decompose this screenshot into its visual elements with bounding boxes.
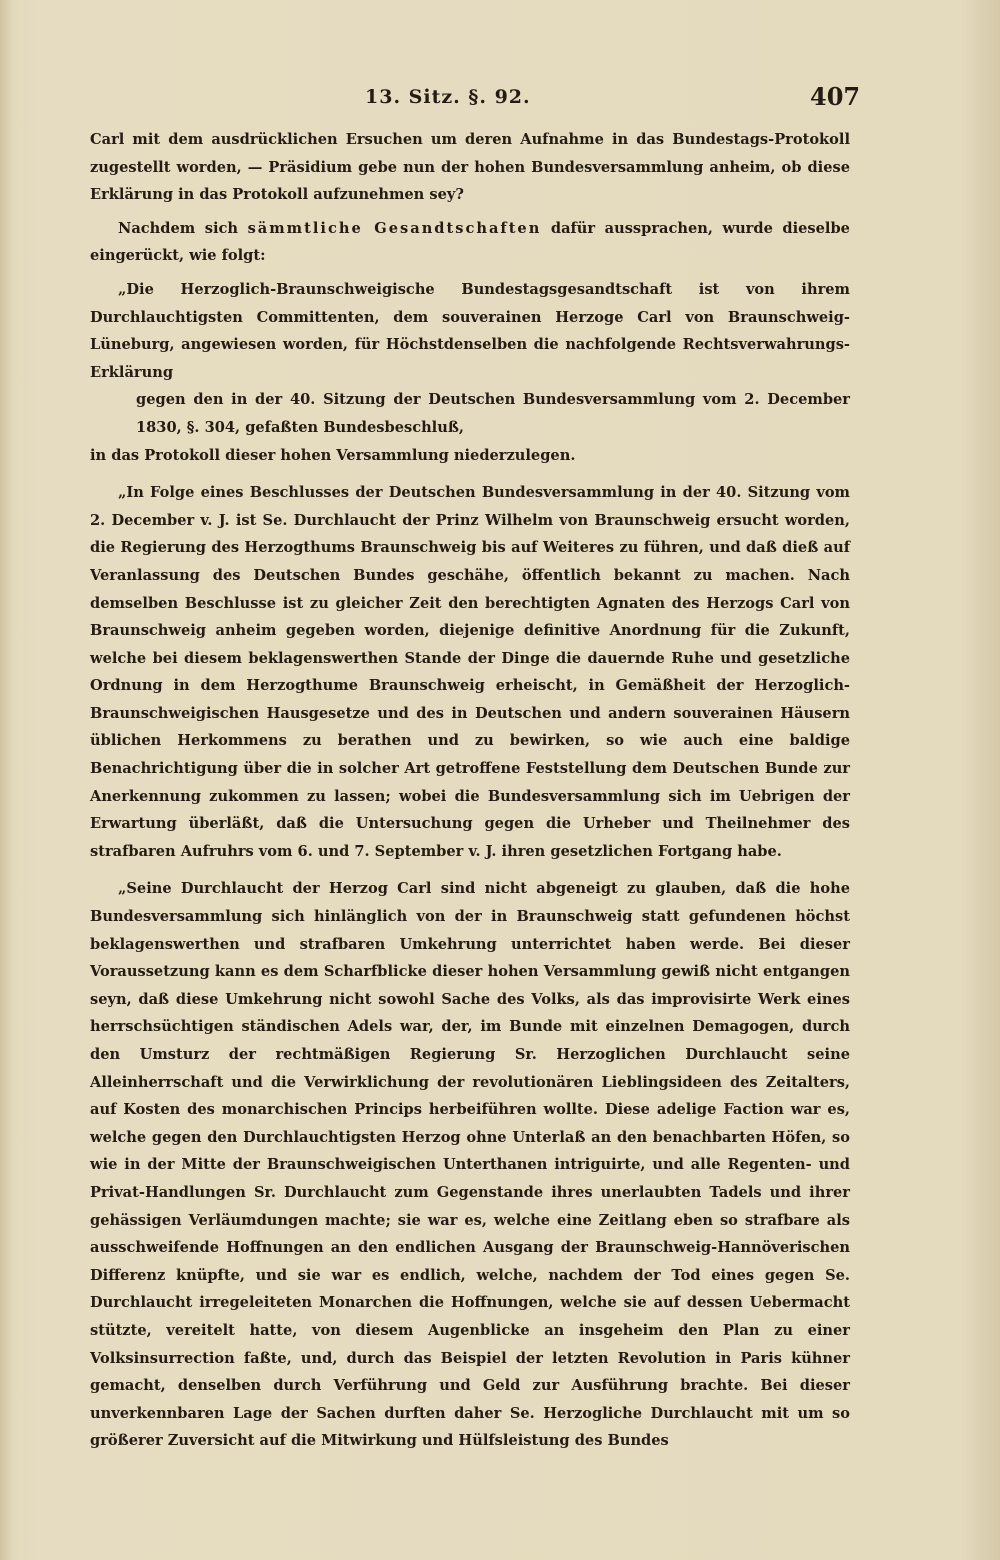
page-header [0, 82, 1000, 122]
paragraph-resolution: „In Folge eines Beschlusses der Deutschen Bundesversammlung in der 40. Sitzung vom 2. December v. J. ist Se. Durchlaucht der Prinz Wilhelm von Braunschweig ersucht worden, die Regierung des Herzogthums Braunschweig bis auf Weiteres zu führen, und daß dieß auf Veranlassung des Deutschen Bundes geschähe, öffentlich bekannt zu machen. Nach demselben Beschlusse ist zu gleicher Zeit den berechtigten Agnaten des Herzogs Carl von Braunschweig anheim gegeben worden, diejenige definitive Anordnung für die Zukunft, welche bei diesem beklagenswerthen Stande der Dinge die dauernde Ruhe und gesetzliche Ordnung in dem Herzogthume Braunschweig erheischt, in Gemäßheit der Herzoglich-Braunschweigischen Hausgesetze und des in Deutschen und andern souverainen Häusern üblichen Herkommens zu berathen und zu bewirken, so wie auch eine baldige Benachrichtigung über die in solcher Art getroffene Feststellung dem Deutschen Bunde zur Anerkennung zukommen zu lassen; wobei die Bundesversammlung sich im Uebrigen der Erwartung überläßt, daß die Untersuchung gegen die Urheber und Theilnehmer des strafbaren Aufruhrs vom 6. und 7. September v. J. ihren gesetzlichen Fortgang habe. [90, 484, 850, 860]
paragraph-insertion-note [90, 215, 850, 270]
running-head: 13. Sitz. §. 92. [365, 86, 531, 108]
body-text [90, 126, 850, 1455]
paragraph-rest-text: dafür aussprachen, wurde dieselbe eingerückt, wie folgt: [90, 219, 850, 265]
paragraph-declaration-close: in das Protokoll dieser hohen Versammlung niederzulegen. [90, 446, 576, 464]
paragraph-lead-text: Nachdem sich [118, 219, 248, 237]
paragraph-declaration-subject: gegen den in der 40. Sitzung der Deutschen Bundesversammlung vom 2. December 1830, §. 304, gefaßten Bundesbeschluß, [136, 391, 850, 436]
spaced-emphasis: sämmtliche Gesandtschaften [247, 219, 542, 237]
paragraph-argument: „Seine Durchlaucht der Herzog Carl sind nicht abgeneigt zu glauben, daß die hohe Bundesversammlung sich hinlänglich von der in Braunschweig statt gefundenen höchst beklagenswerthen und strafbaren Umkehrung unterrichtet haben werde. Bei dieser Voraussetzung kann es dem Scharfblicke dieser hohen Versammlung gewiß nicht entgangen seyn, daß diese Umkehrung nicht sowohl Sache des Volks, als das improvisirte Werk eines herrschsüchtigen ständischen Adels war, der, im Bunde mit einzelnen Demagogen, durch den Umsturz der rechtmäßigen Regierung Sr. Herzoglichen Durchlaucht seine Alleinherrschaft und die Verwirklichung der revolutionären Lieblingsideen des Zeitalters, auf Kosten des monarchischen Princips herbeiführen wollte. Diese adelige Faction war es, welche gegen den Durchlauchtigsten Herzog ohne Unterlaß an den benachbarten Höfen, so wie in der Mitte der Braunschweigischen Unterthanen intriguirte, und alle Regenten- und Privat-Handlungen Sr. Durchlaucht zum Gegenstande ihres unerlaubten Tadels und ihrer gehässigen Verläumdungen machte; sie war es, welche eine Zeitlang eben so strafbare als ausschweifende Hoffnungen an den endlichen Ausgang der Braunschweig-Hannöverischen Differenz knüpfte, und sie war es endlich, welche, nachdem der Tod eines gegen Se. Durchlaucht irregeleiteten Monarchen die Hoffnungen, welche sie auf dessen Uebermacht stützte, vereitelt hatte, von diesem Augenblicke an insgeheim den Plan zu einer Volksinsurrection faßte, und, durch das Beispiel der letzten Revolution in Paris kühner gemacht, denselben durch Verführung und Geld zur Ausführung brachte. Bei dieser unverkennbaren Lage der Sachen durften daher Se. Herzogliche Durchlaucht mit um so größerer Zuversicht auf die Mitwirkung und Hülfsleistung des Bundes [90, 880, 850, 1450]
paragraph-declaration-intro: „Die Herzoglich-Braunschweigische Bundestagsgesandtschaft ist von ihrem Durchlauchtigsten Committenten, dem souverainen Herzoge Carl von Braunschweig-Lüneburg, angewiesen worden, für Höchstdenselben die nachfolgende Rechtsverwahrungs-Erklärung [90, 280, 850, 381]
page-number: 407 [810, 82, 861, 111]
paragraph-continuation: Carl mit dem ausdrücklichen Ersuchen um deren Aufnahme in das Bundestags-Protokoll zugestellt worden, — Präsidium gebe nun der hohen Bundesversammlung anheim, ob diese Erklärung in das Protokoll aufzunehmen sey? [90, 131, 850, 204]
